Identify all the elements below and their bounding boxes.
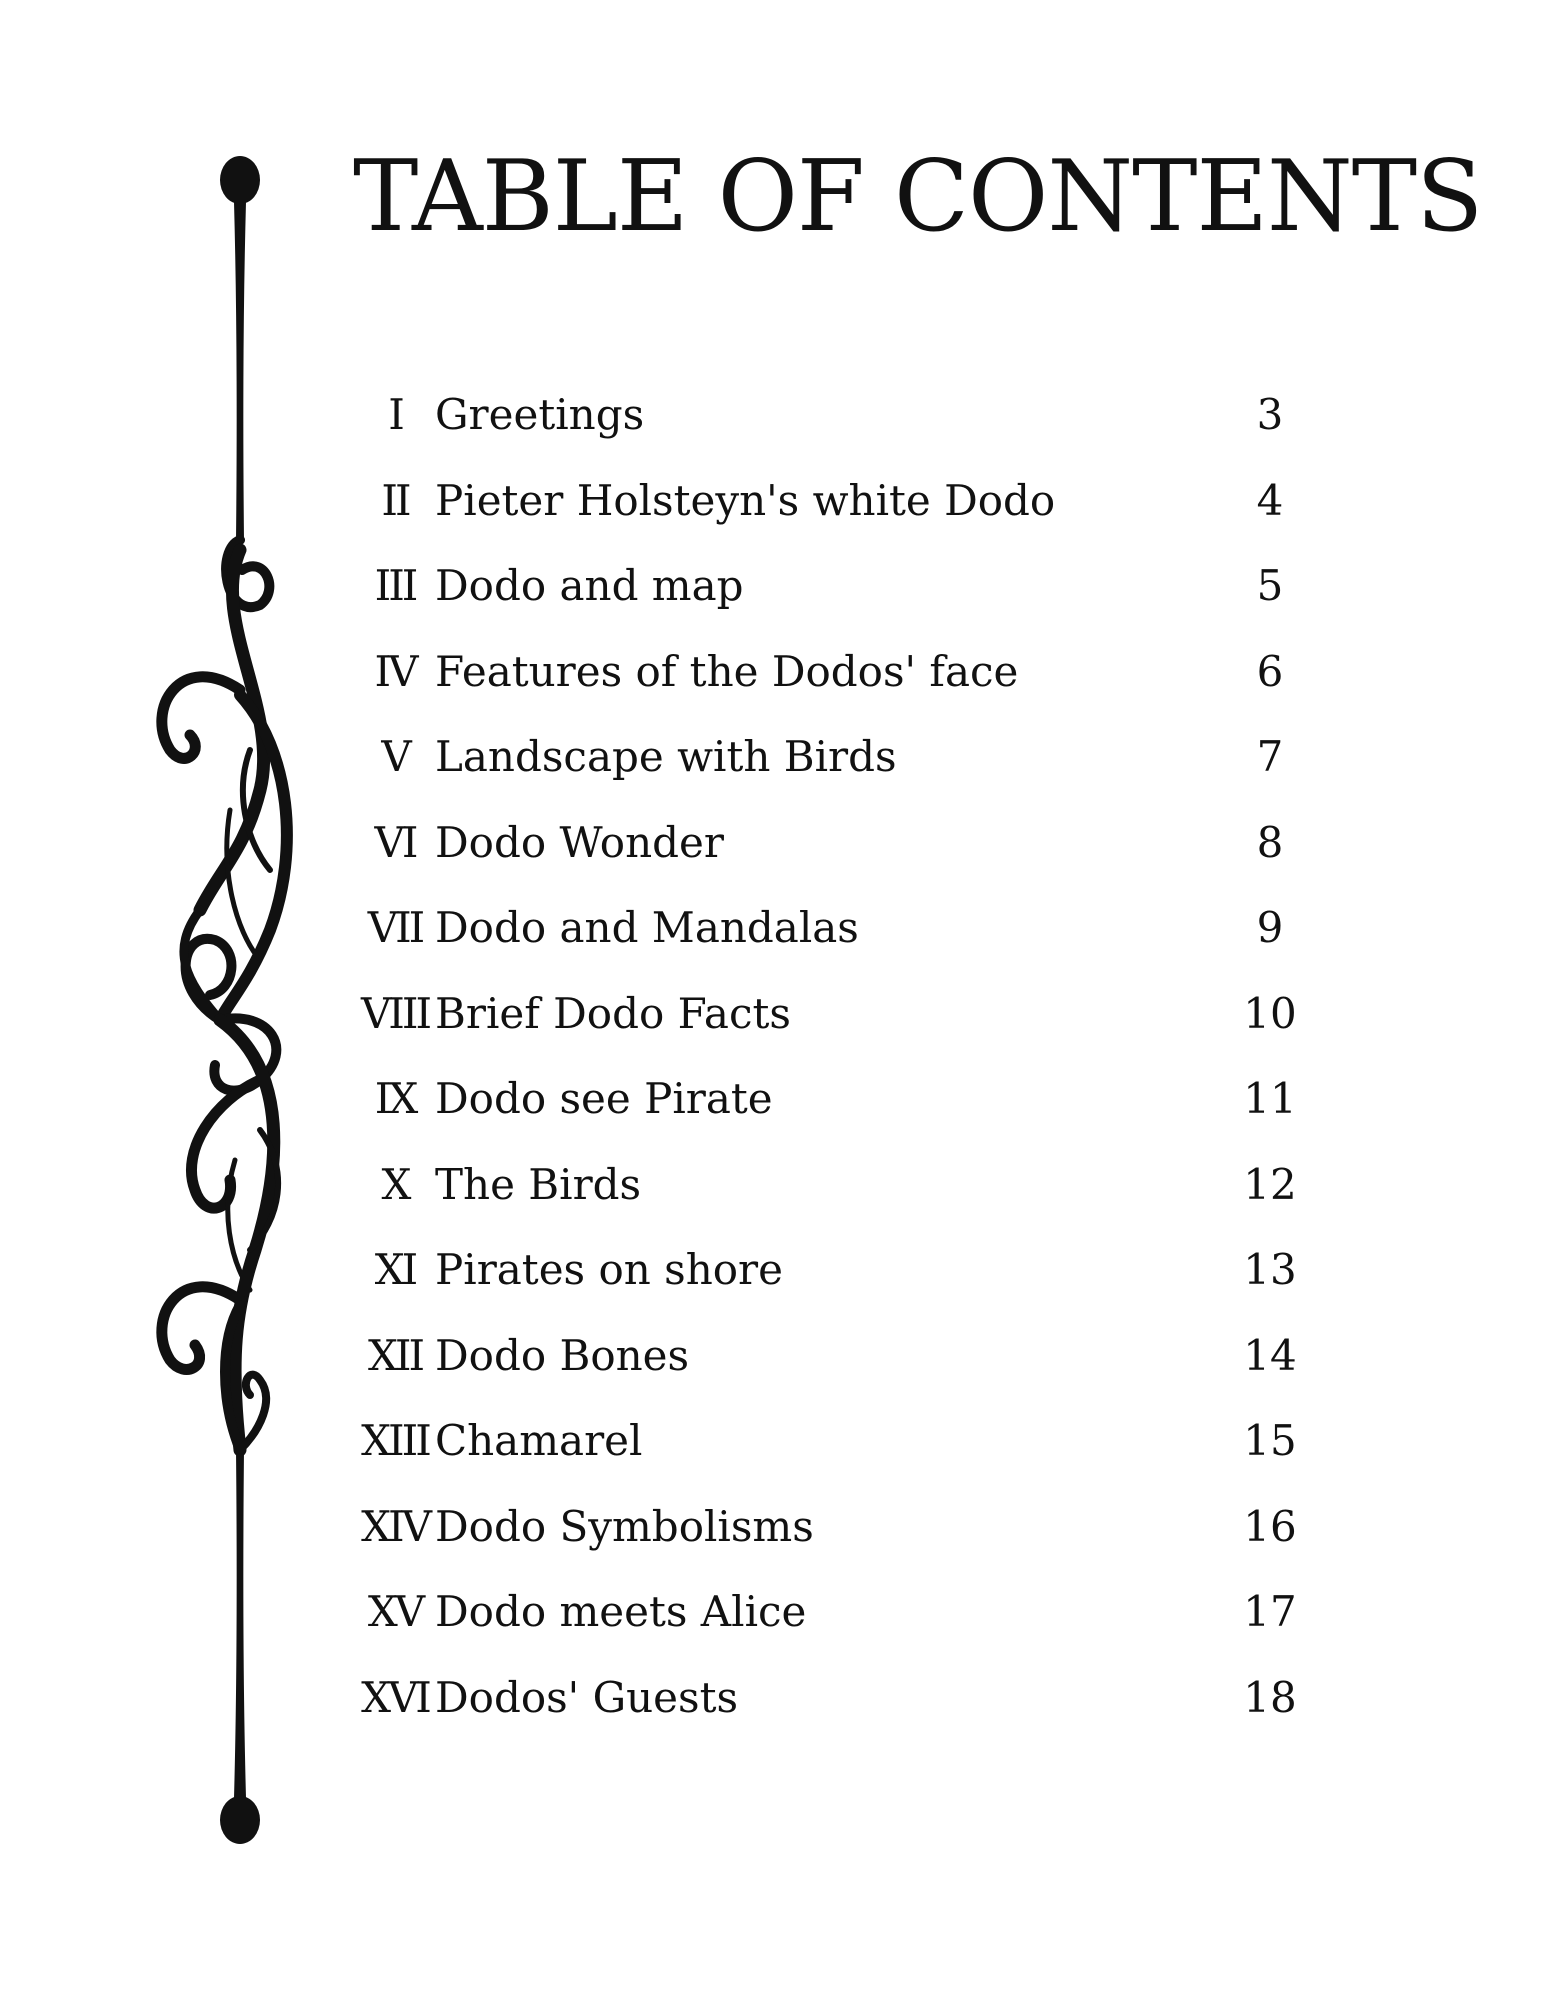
toc-entry[interactable] [360, 458, 1310, 544]
toc-entry[interactable] [360, 1398, 1310, 1484]
decorative-flourish-icon [140, 150, 320, 1850]
page-number: 18 [1243, 1672, 1297, 1722]
page-number: 14 [1243, 1330, 1297, 1380]
page-number: 6 [1256, 646, 1284, 696]
table-of-contents-list [360, 372, 1310, 1740]
chapter-title: Dodo meets Alice [435, 1587, 807, 1636]
page-number: 4 [1256, 475, 1284, 525]
page-number: 9 [1256, 903, 1284, 952]
toc-entry[interactable] [360, 1313, 1310, 1399]
page-number: 7 [1256, 732, 1284, 781]
chapter-number: XVI [361, 1672, 429, 1722]
page-number: 16 [1243, 1501, 1297, 1551]
chapter-number: II [381, 475, 409, 525]
chapter-number: VIII [360, 988, 430, 1038]
toc-entry[interactable] [360, 885, 1310, 971]
page-number: 10 [1243, 988, 1297, 1038]
chapter-number: XV [367, 1587, 423, 1636]
page-number: 3 [1256, 390, 1284, 439]
page-number: 5 [1256, 561, 1284, 610]
toc-entry[interactable] [360, 1056, 1310, 1142]
chapter-title: Greetings [435, 390, 645, 439]
chapter-title: Dodo and map [435, 561, 744, 610]
page-number: 12 [1243, 1159, 1297, 1209]
chapter-number: XIII [361, 1416, 429, 1465]
chapter-title: Pieter Holsteyn's white Dodo [435, 475, 1056, 525]
toc-entry[interactable] [360, 1484, 1310, 1570]
toc-entry[interactable] [360, 372, 1310, 458]
chapter-title: Dodo and Mandalas [435, 903, 859, 952]
chapter-number: V [381, 732, 409, 781]
chapter-title: Dodo Bones [435, 1330, 690, 1380]
toc-entry[interactable] [360, 543, 1310, 629]
chapter-title: Pirates on shore [435, 1245, 783, 1294]
page-title: TABLE OF CONTENTS [353, 140, 1483, 254]
chapter-number: III [374, 561, 416, 610]
chapter-title: Dodo see Pirate [435, 1074, 773, 1123]
chapter-number: XI [374, 1245, 416, 1294]
page-number: 8 [1256, 817, 1284, 867]
chapter-number: IX [374, 1074, 416, 1123]
toc-entry[interactable] [360, 1142, 1310, 1228]
toc-entry[interactable] [360, 971, 1310, 1057]
chapter-number: XIV [361, 1501, 429, 1551]
toc-entry[interactable] [360, 629, 1310, 715]
toc-entry[interactable] [360, 1227, 1310, 1313]
chapter-title: Landscape with Birds [435, 732, 897, 781]
page-number: 15 [1243, 1416, 1297, 1465]
chapter-number: VI [374, 817, 416, 867]
toc-entry[interactable] [360, 1655, 1310, 1741]
page-number: 13 [1243, 1245, 1297, 1294]
toc-entry[interactable] [360, 800, 1310, 886]
page-number: 17 [1243, 1587, 1297, 1636]
chapter-title: Dodo Wonder [435, 817, 724, 867]
chapter-number: IV [374, 646, 416, 696]
page-number: 11 [1243, 1074, 1297, 1123]
toc-entry[interactable] [360, 714, 1310, 800]
chapter-number: X [381, 1159, 409, 1209]
chapter-number: XII [367, 1330, 423, 1380]
chapter-title: Dodo Symbolisms [435, 1501, 814, 1551]
chapter-title: Features of the Dodos' face [435, 646, 1019, 696]
chapter-title: Brief Dodo Facts [435, 988, 791, 1038]
chapter-title: Dodos' Guests [435, 1672, 739, 1722]
chapter-number: VII [367, 903, 423, 952]
chapter-title: The Birds [435, 1159, 642, 1209]
chapter-title: Chamarel [435, 1416, 643, 1465]
toc-entry[interactable] [360, 1569, 1310, 1655]
chapter-number: I [388, 390, 402, 439]
